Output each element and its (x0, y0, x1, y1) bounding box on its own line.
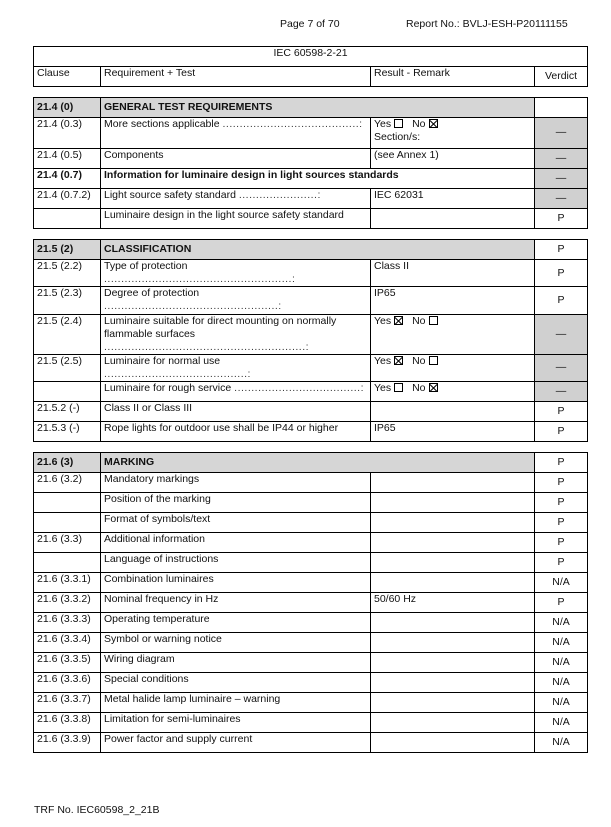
table-row (34, 473, 588, 493)
requirement-cell: Luminaire design in the light source safety standard (101, 209, 371, 229)
result-cell: IP65 (371, 287, 535, 314)
clause-cell: 21.5 (2.2) (34, 260, 101, 287)
verdict-cell: N/A (535, 633, 588, 653)
clause-cell: 21.4 (0.3) (34, 118, 101, 149)
requirement-cell: Class II or Class III (101, 402, 371, 422)
verdict-cell: P (535, 287, 588, 314)
clause-cell: 21.5.2 (-) (34, 402, 101, 422)
section-label: Section/s: (374, 131, 421, 144)
clause-cell: 21.6 (3.3.9) (34, 733, 101, 753)
table-row (34, 149, 588, 169)
trf-footer: TRF No. IEC60598_2_21B (34, 804, 160, 816)
section-clause: 21.6 (3) (34, 453, 101, 473)
clause-cell: 21.4 (0.7.2) (34, 189, 101, 209)
result-cell (371, 473, 535, 493)
requirement-cell: Luminaire for rough service .....................................: (101, 382, 371, 402)
table-row (34, 673, 588, 693)
requirement-cell: Position of the marking (101, 493, 371, 513)
requirement-cell: Format of symbols/text (101, 513, 371, 533)
result-cell: Yes No (371, 314, 535, 354)
result-cell (371, 673, 535, 693)
verdict-header: Verdict (535, 67, 588, 87)
requirement-cell: Mandatory markings (101, 473, 371, 493)
clause-cell: 21.6 (3.3) (34, 533, 101, 553)
verdict-cell: N/A (535, 733, 588, 753)
verdict-cell: P (535, 402, 588, 422)
table-row (34, 402, 588, 422)
no-checkbox-unchecked (429, 356, 438, 365)
table-row (34, 533, 588, 553)
table-row (34, 633, 588, 653)
requirement-cell: Nominal frequency in Hz (101, 593, 371, 613)
table-row (34, 593, 588, 613)
result-cell (371, 513, 535, 533)
yes-checkbox-checked (394, 316, 403, 325)
result-cell: (see Annex 1) (371, 149, 535, 169)
verdict-cell: P (535, 513, 588, 533)
requirement-cell: Power factor and supply current (101, 733, 371, 753)
clause-cell (34, 553, 101, 573)
table-row (34, 314, 588, 354)
section-row (34, 98, 588, 118)
result-cell: Yes No Section/s: (371, 118, 535, 149)
verdict-cell: P (535, 593, 588, 613)
table-row (34, 260, 588, 287)
clause-cell: 21.5.3 (-) (34, 422, 101, 442)
table-row (34, 209, 588, 229)
table-row (34, 733, 588, 753)
table-row (34, 713, 588, 733)
verdict-cell: — (535, 149, 588, 169)
verdict-cell: P (535, 473, 588, 493)
requirement-cell: Additional information (101, 533, 371, 553)
result-cell: Class II (371, 260, 535, 287)
verdict-cell: P (535, 209, 588, 229)
result-cell: IEC 62031 (371, 189, 535, 209)
requirement-cell: Information for luminaire design in light sources standards (101, 169, 535, 189)
requirement-cell: Luminaire for normal use ..........................................: (101, 354, 371, 381)
verdict-cell: P (535, 533, 588, 553)
result-cell (371, 733, 535, 753)
table-row (34, 493, 588, 513)
page-number: Page 7 of 70 (280, 18, 340, 30)
verdict-cell: — (535, 169, 588, 189)
clause-cell (34, 513, 101, 533)
verdict-cell: — (535, 382, 588, 402)
requirement-cell: Language of instructions (101, 553, 371, 573)
table-row (34, 613, 588, 633)
standard-title-row (34, 47, 588, 67)
verdict-cell: N/A (535, 693, 588, 713)
clause-cell: 21.6 (3.3.1) (34, 573, 101, 593)
clause-cell: 21.6 (3.3.6) (34, 673, 101, 693)
report-number: Report No.: BVLJ-ESH-P20111155 (406, 18, 568, 30)
verdict-cell: N/A (535, 673, 588, 693)
yes-checkbox-checked (394, 356, 403, 365)
verdict-cell: N/A (535, 713, 588, 733)
result-cell (371, 209, 535, 229)
result-cell (371, 402, 535, 422)
section-clause: 21.4 (0) (34, 98, 101, 118)
table-row (34, 169, 588, 189)
requirement-cell: More sections applicable ........................................: (101, 118, 371, 149)
clause-cell: 21.6 (3.3.8) (34, 713, 101, 733)
no-checkbox-unchecked (429, 316, 438, 325)
table-row (34, 513, 588, 533)
requirement-cell: Light source safety standard .......................: (101, 189, 371, 209)
test-report-table (33, 46, 588, 753)
verdict-cell: N/A (535, 573, 588, 593)
table-row (34, 693, 588, 713)
clause-cell: 21.5 (2.4) (34, 314, 101, 354)
result-cell: 50/60 Hz (371, 593, 535, 613)
requirement-cell: Operating temperature (101, 613, 371, 633)
result-cell (371, 553, 535, 573)
requirement-cell: Degree of protection ...................................................: (101, 287, 371, 314)
result-cell (371, 613, 535, 633)
section-title: CLASSIFICATION (101, 240, 535, 260)
table-row (34, 382, 588, 402)
requirement-cell: Symbol or warning notice (101, 633, 371, 653)
section-verdict (535, 98, 588, 118)
clause-cell: 21.6 (3.3.3) (34, 613, 101, 633)
clause-cell: 21.6 (3.3.7) (34, 693, 101, 713)
result-cell: IP65 (371, 422, 535, 442)
result-cell (371, 533, 535, 553)
clause-cell: 21.6 (3.2) (34, 473, 101, 493)
verdict-cell: N/A (535, 653, 588, 673)
clause-cell: 21.6 (3.3.4) (34, 633, 101, 653)
result-cell (371, 573, 535, 593)
no-checkbox-checked (429, 383, 438, 392)
table-row (34, 189, 588, 209)
yes-checkbox-unchecked (394, 119, 403, 128)
clause-cell: 21.4 (0.7) (34, 169, 101, 189)
requirement-cell: Limitation for semi-luminaires (101, 713, 371, 733)
clause-cell: 21.6 (3.3.2) (34, 593, 101, 613)
requirement-cell: Metal halide lamp luminaire – warning (101, 693, 371, 713)
table-row (34, 653, 588, 673)
clause-cell: 21.5 (2.5) (34, 354, 101, 381)
table-row (34, 354, 588, 381)
table-row (34, 287, 588, 314)
marking-rows (34, 473, 588, 753)
verdict-cell: P (535, 260, 588, 287)
requirement-cell: Rope lights for outdoor use shall be IP44 or higher (101, 422, 371, 442)
table-row (34, 573, 588, 593)
requirement-cell: Special conditions (101, 673, 371, 693)
yes-checkbox-unchecked (394, 383, 403, 392)
section-row (34, 240, 588, 260)
no-checkbox-checked (429, 119, 438, 128)
section-row (34, 453, 588, 473)
requirement-cell: Components (101, 149, 371, 169)
table-row (34, 422, 588, 442)
clause-cell (34, 493, 101, 513)
clause-cell (34, 382, 101, 402)
result-cell (371, 493, 535, 513)
result-cell (371, 653, 535, 673)
requirement-cell: Wiring diagram (101, 653, 371, 673)
verdict-cell: P (535, 493, 588, 513)
clause-cell (34, 209, 101, 229)
standard-title: IEC 60598-2-21 (34, 47, 588, 67)
verdict-cell: N/A (535, 613, 588, 633)
table-row (34, 118, 588, 149)
requirement-header: Requirement + Test (101, 67, 371, 87)
requirement-cell: Type of protection .......................................................: (101, 260, 371, 287)
verdict-cell: P (535, 553, 588, 573)
verdict-cell: — (535, 189, 588, 209)
verdict-cell: — (535, 314, 588, 354)
section-verdict: P (535, 453, 588, 473)
requirement-cell: Combination luminaires (101, 573, 371, 593)
clause-cell: 21.4 (0.5) (34, 149, 101, 169)
result-cell: Yes No (371, 382, 535, 402)
section-title: GENERAL TEST REQUIREMENTS (101, 98, 535, 118)
clause-header: Clause (34, 67, 101, 87)
clause-cell: 21.5 (2.3) (34, 287, 101, 314)
section-clause: 21.5 (2) (34, 240, 101, 260)
clause-cell: 21.6 (3.3.5) (34, 653, 101, 673)
verdict-cell: — (535, 354, 588, 381)
column-header-row (34, 67, 588, 87)
table-row (34, 553, 588, 573)
result-cell (371, 633, 535, 653)
result-cell (371, 713, 535, 733)
result-cell: Yes No (371, 354, 535, 381)
section-title: MARKING (101, 453, 535, 473)
section-verdict: P (535, 240, 588, 260)
verdict-cell: P (535, 422, 588, 442)
requirement-cell: Luminaire suitable for direct mounting on normally flammable surfaces ...........................................................: (101, 314, 371, 354)
result-header: Result - Remark (371, 67, 535, 87)
result-cell (371, 693, 535, 713)
verdict-cell: — (535, 118, 588, 149)
